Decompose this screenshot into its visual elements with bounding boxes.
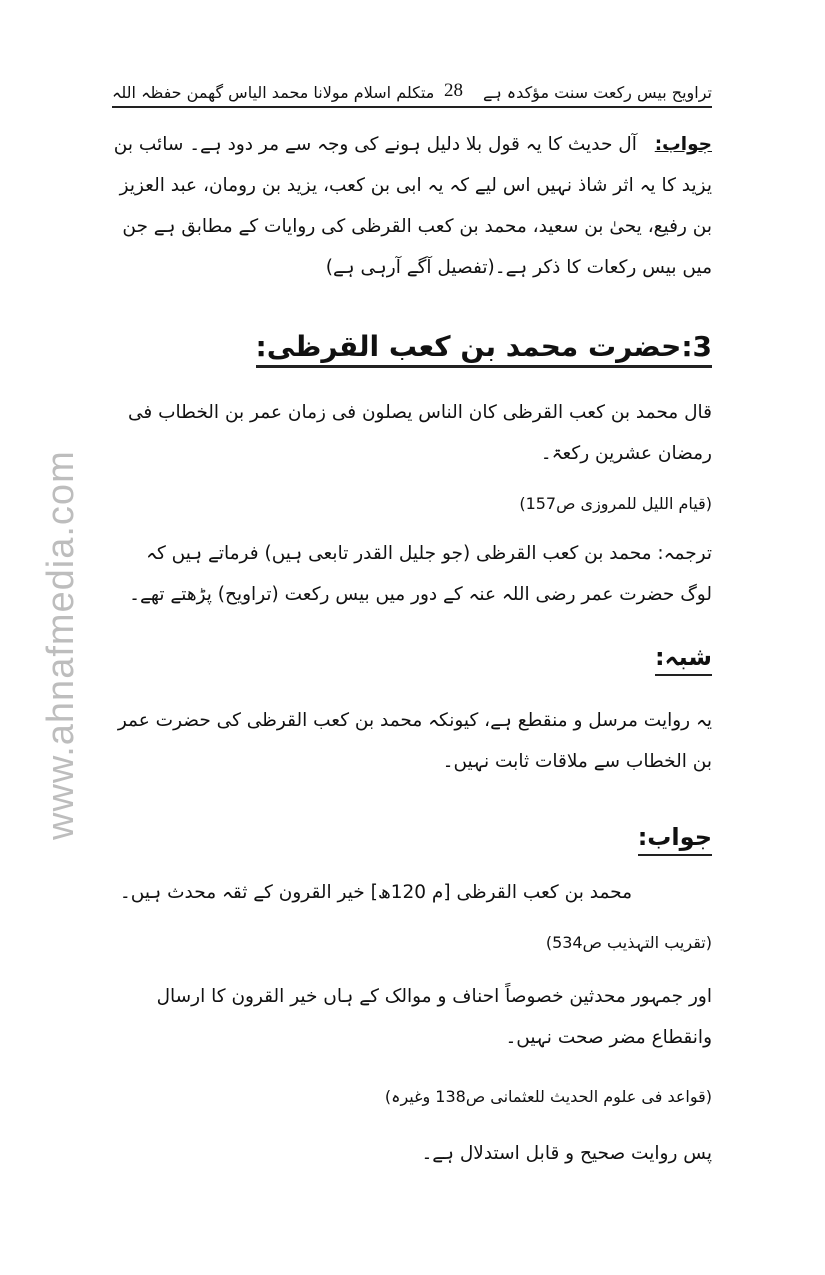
doubt-heading: شبہ: [655,640,712,676]
translation-paragraph: ترجمہ: محمد بن کعب القرظی (جو جلیل القدر تابعی ہیں) فرماتے ہیں کہ لوگ حضرت عمر رضی اللہ عنہ کے دور میں بیس رکعت (تراویح) پڑھتے تھے۔ [129,543,712,605]
answer2-heading: جواب: [638,820,712,856]
page-header [112,68,712,108]
reference-1: (قیام اللیل للمروزی ص157) [519,494,712,513]
section-heading: 3:حضرت محمد بن کعب القرظی: [256,330,712,368]
reference-3: (قواعد فی علوم الحدیث للعثمانی ص138 وغیرہ) [384,1087,712,1106]
answer-label: جواب: [654,134,712,155]
answer2-paragraph: اور جمہور محدثین خصوصاً احناف و موالک کے ہاں خیر القرون کا ارسال وانقطاع مضر صحت نہیں۔ [156,986,712,1048]
doubt-paragraph: یہ روایت مرسل و منقطع ہے، کیونکہ محمد بن کعب القرظی کی حضرت عمر بن الخطاب سے ملاقات ثابت نہیں۔ [117,710,712,772]
header-right [444,80,712,102]
answer2-line1 [112,872,712,913]
page-number: 28 [443,80,463,101]
conclusion: پس روایت صحیح و قابل استدلال ہے۔ [421,1143,712,1164]
answer2-line1-text: محمد بن کعب القرظی [م 120ھ] خیر القرون کے ثقہ محدث ہیں۔ [119,882,632,903]
watermark: www.ahnafmedia.com [40,450,82,840]
answer-text: آل حدیث کا یہ قول بلا دلیل ہونے کی وجہ سے مر دود ہے۔ سائب بن یزید کا یہ اثر شاذ نہیں اس لیے کہ یہ ابی بن کعب، یزید بن رومان، عبد العزیز بن رفیع، یحیٰ بن سعید، محمد بن کعب القرظی کی روایات کے مطابق ہے جن میں بیس رکعات کا ذکر ہے۔(تفصیل آگے آرہی ہے) [113,134,712,278]
header-author: متکلم اسلام مولانا محمد الیاس گھمن حفظہ اللہ [112,83,435,102]
reference-2: (تقریب التہذیب ص534) [545,933,712,952]
answer-paragraph [112,124,712,288]
header-book-title: تراویح بیس رکعت سنت مؤکدہ ہے [482,83,712,102]
arabic-quote: قال محمد بن کعب القرظی کان الناس یصلون فی زمان عمر بن الخطاب فی رمضان عشرین رکعۃ۔ [127,402,712,464]
